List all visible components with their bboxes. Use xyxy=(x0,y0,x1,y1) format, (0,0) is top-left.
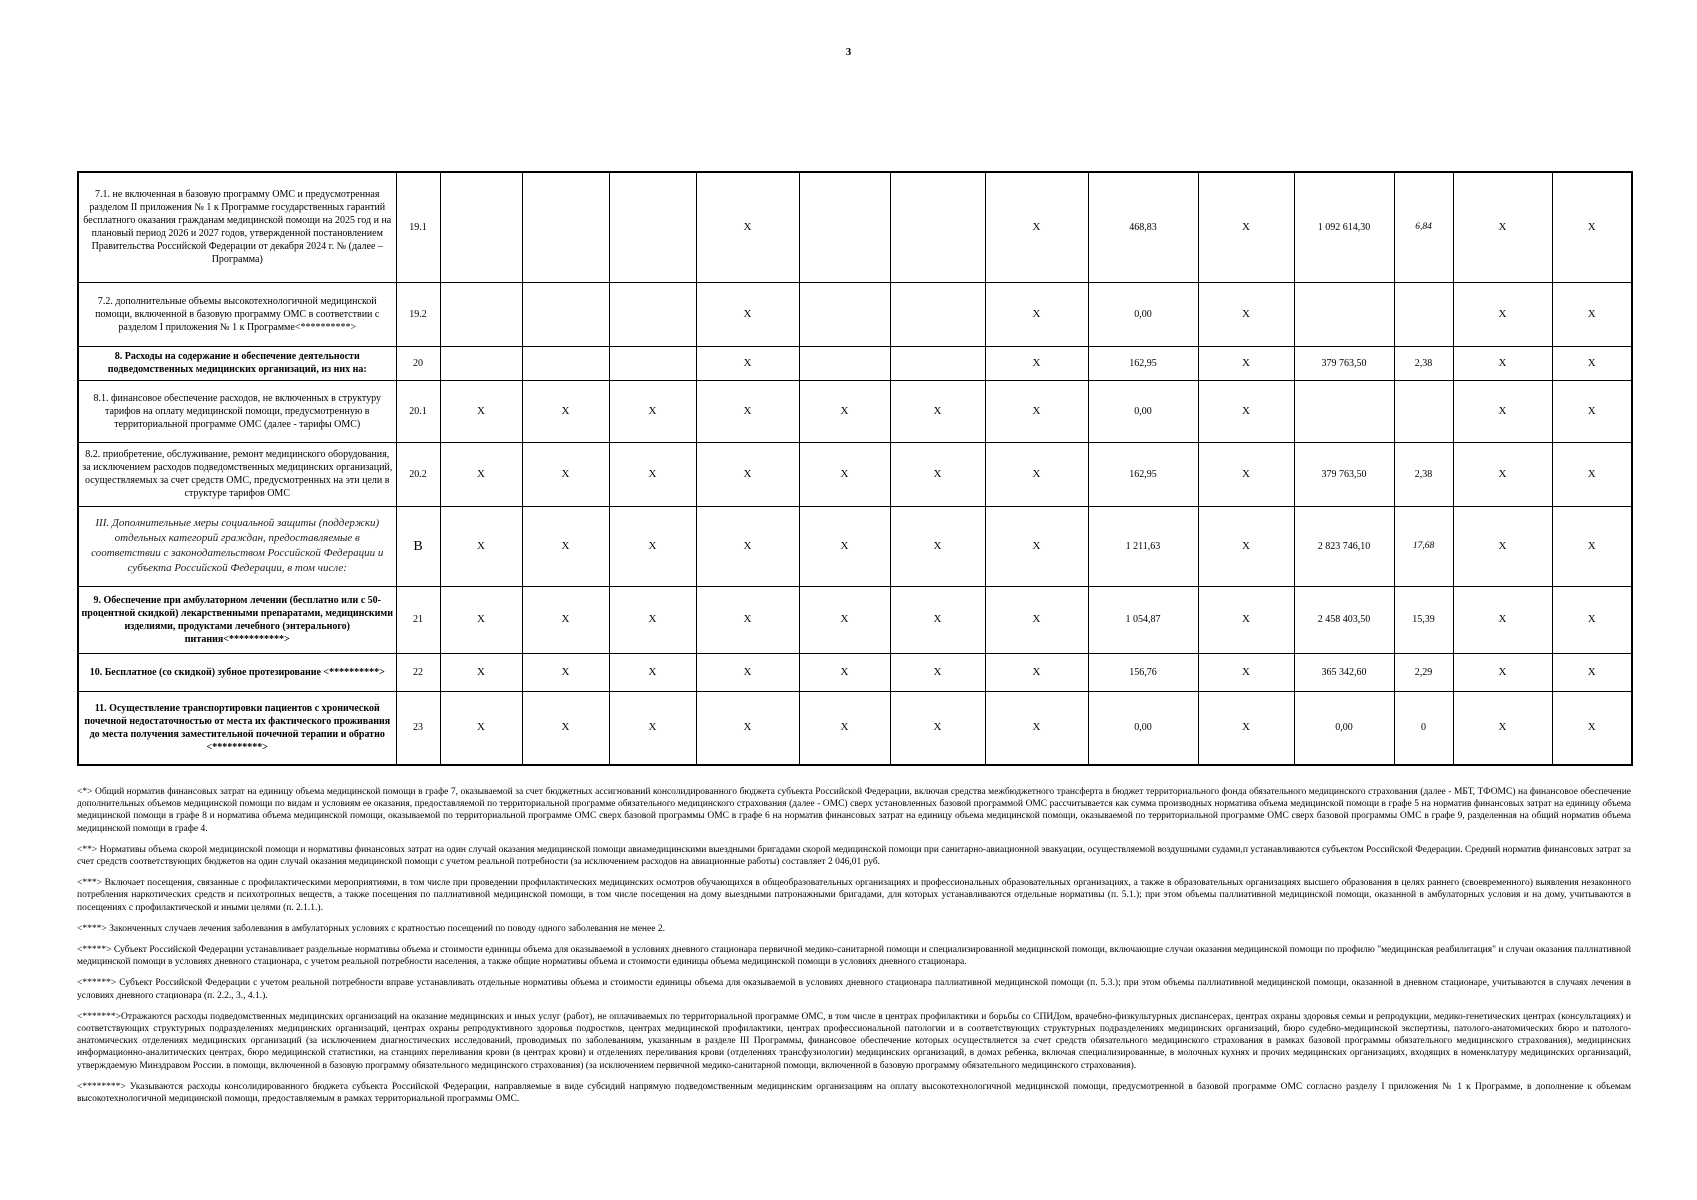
footnote: <*******>Отражаются расходы подведомственных медицинских организаций на оказание медицинских и иных услуг (работ), не оплачиваемых по территориальной программе ОМС, в том числе в центрах профилактики и борьбы со СПИДом, врачебно-физкультурных диспансерах, центрах охраны здоровья семьи и репродукции, медико-генетических центрах (консультациях) и соответствующих структурных подразделениях медицинских организаций, центрах охраны репродуктивного здоровья подростков, центрах медицинской профилактики, центрах профессиональной патологии и в соответствующих структурных подразделениях медицинских организаций, бюро судебно-медицинской экспертизы, патолого-анатомических бюро и патолого-анатомических отделениях медицинских организаций (за исключением диагностических исследований, проводимых по заболеваниям, указанным в разделе III Программы, финансовое обеспечение которых осуществляется за счет средств обязательного медицинского страхования в рамках базовой программы обязательного медицинского страхования), медицинских информационно-аналитических центрах, бюро медицинской статистики, на станциях переливания крови (в центрах крови) и отделениях переливания крови (отделениях трансфузиологии) медицинских организаций, в домах ребенка, включая специализированные, в молочных кухнях и прочих медицинских организациях, входящих в номенклатуру медицинских организаций, утверждаемую Минздравом России. в помощи, включенной в базовую программу обязательного медицинского страхования) (за исключением первичной медико-санитарной помощи, включенной в базовую программу обязательного медицинского страхования). xyxy=(77,1011,1631,1071)
footnotes xyxy=(77,786,1631,1114)
row-code: 22 xyxy=(396,653,440,691)
cell-col13: 0 xyxy=(1394,691,1453,765)
row-name: 7.2. дополнительные объемы высокотехнологичной медицинской помощи, включенной в базовую программу ОМС в соответствии с разделом I приложения № 1 к Программе<**********> xyxy=(78,282,396,346)
cell-col10: 0,00 xyxy=(1088,691,1198,765)
cell-col7 xyxy=(799,282,890,346)
cell-col8: X xyxy=(890,506,985,586)
cell-col12 xyxy=(1294,380,1394,442)
cell-col10: 468,83 xyxy=(1088,172,1198,282)
row-code: 19.2 xyxy=(396,282,440,346)
row-name: 7.1. не включенная в базовую программу ОМС и предусмотренная разделом II приложения № 1 к Программе государственных гарантий бесплатного оказания гражданам медицинской помощи на 2025 год и на плановый период 2026 и 2027 годов, утвержденной постановлением Правительства Российской Федерации от декабря 2024 г. № (далее – Программа) xyxy=(78,172,396,282)
cell-col5: X xyxy=(609,653,696,691)
cell-col3: X xyxy=(440,691,522,765)
cell-col15: X xyxy=(1552,380,1632,442)
cell-col3: X xyxy=(440,586,522,653)
cell-col5 xyxy=(609,172,696,282)
cell-col6: X xyxy=(696,172,799,282)
row-code: 20.1 xyxy=(396,380,440,442)
row-name: 8.1. финансовое обеспечение расходов, не включенных в структуру тарифов на оплату медицинской помощи, предусмотренную в территориальной программе ОМС (далее - тарифы ОМС) xyxy=(78,380,396,442)
cell-col6: X xyxy=(696,506,799,586)
cell-col12: 2 823 746,10 xyxy=(1294,506,1394,586)
cell-col14: X xyxy=(1453,506,1552,586)
cell-col4: X xyxy=(522,586,609,653)
cell-col15: X xyxy=(1552,653,1632,691)
row-code: 20.2 xyxy=(396,442,440,506)
cell-col9: X xyxy=(985,586,1088,653)
cell-col4: X xyxy=(522,380,609,442)
cell-col15: X xyxy=(1552,282,1632,346)
cell-col11: X xyxy=(1198,442,1294,506)
cell-col4: X xyxy=(522,442,609,506)
row-name: 8. Расходы на содержание и обеспечение деятельности подведомственных медицинских организаций, из них на: xyxy=(78,346,396,380)
cell-col12: 379 763,50 xyxy=(1294,442,1394,506)
footnote: <*> Общий норматив финансовых затрат на единицу объема медицинской помощи в графе 7, оказываемой за счет бюджетных ассигнований консолидированного бюджета субъекта Российской Федерации, включая средства межбюджетного трансферта в бюджет территориального фонда обязательного медицинского страхования (далее - МБТ, ТФОМС) на финансовое обеспечение дополнительных объемов медицинской помощи по видам и условиям ее оказания, предоставляемой по территориальной программе обязательного медицинского страхования (далее - ОМС) сверх установленных базовой программой ОМС рассчитывается как сумма производных норматива объема медицинской помощи в графе 5 на норматив финансовых затрат на единицу объема медицинской помощи в графе 8 и норматива объема медицинской помощи, оказываемой по территориальной программе ОМС сверх базовой программы ОМС в графе 6 на норматив финансовых затрат на единицу объема медицинской помощи, оказываемой по территориальной программе ОМС сверх базовой программы ОМС в графе 9, разделенная на общий норматив объема медицинской помощи в графе 4. xyxy=(77,787,1631,834)
cell-col6: X xyxy=(696,380,799,442)
cell-col10: 156,76 xyxy=(1088,653,1198,691)
cell-col15: X xyxy=(1552,442,1632,506)
cell-col10: 0,00 xyxy=(1088,282,1198,346)
cell-col13: 2,38 xyxy=(1394,442,1453,506)
cell-col14: X xyxy=(1453,586,1552,653)
cell-col8 xyxy=(890,346,985,380)
cell-col9: X xyxy=(985,172,1088,282)
cell-col11: X xyxy=(1198,282,1294,346)
cell-col14: X xyxy=(1453,653,1552,691)
cell-col3 xyxy=(440,346,522,380)
cell-col3: X xyxy=(440,506,522,586)
cell-col12: 0,00 xyxy=(1294,691,1394,765)
footnote: <******> Субъект Российской Федерации с учетом реальной потребности вправе устанавливать отдельные нормативы объема и стоимости единицы объема для оказываемой в условиях дневного стационара паллиативной медицинской помощи (п. 5.3.); при этом объемы паллиативной медицинской помощи, оказанной в дневном стационаре, учитываются в случаях лечения в условиях дневного стационара (п. 2.2., 3., 4.1.). xyxy=(77,978,1631,1001)
cell-col10: 162,95 xyxy=(1088,442,1198,506)
cell-col13 xyxy=(1394,380,1453,442)
cell-col7 xyxy=(799,172,890,282)
row-code: 23 xyxy=(396,691,440,765)
cell-col15: X xyxy=(1552,172,1632,282)
row-name: 10. Бесплатное (со скидкой) зубное протезирование <**********> xyxy=(78,653,396,691)
cell-col9: X xyxy=(985,282,1088,346)
page-number: 3 xyxy=(845,46,852,58)
cell-col6: X xyxy=(696,442,799,506)
cell-col9: X xyxy=(985,506,1088,586)
cell-col13: 2,38 xyxy=(1394,346,1453,380)
cell-col3 xyxy=(440,282,522,346)
cell-col13: 2,29 xyxy=(1394,653,1453,691)
cell-col11: X xyxy=(1198,172,1294,282)
row-code: В xyxy=(396,506,440,586)
cell-col8: X xyxy=(890,691,985,765)
cell-col14: X xyxy=(1453,346,1552,380)
table-row xyxy=(78,506,1632,586)
cell-col5: X xyxy=(609,691,696,765)
cell-col10: 0,00 xyxy=(1088,380,1198,442)
cell-col6: X xyxy=(696,282,799,346)
footnote: <********> Указываются расходы консолидированного бюджета субъекта Российской Федерации, направляемые в виде субсидий напрямую подведомственным медицинским организациям на оплату высокотехнологичной медицинской помощи, предусмотренной в базовой программе ОМС согласно разделу I приложения № 1 к Программе, в дополнение к объемам высокотехнологичной медицинской помощи, предоставляемым в рамках территориальной программы ОМС. xyxy=(77,1081,1631,1105)
cell-col3 xyxy=(440,172,522,282)
financial-norms-table xyxy=(77,171,1633,766)
cell-col3: X xyxy=(440,442,522,506)
table-row xyxy=(78,282,1632,346)
table-row xyxy=(78,380,1632,442)
cell-col6: X xyxy=(696,653,799,691)
cell-col10: 1 211,63 xyxy=(1088,506,1198,586)
cell-col12: 365 342,60 xyxy=(1294,653,1394,691)
cell-col12: 2 458 403,50 xyxy=(1294,586,1394,653)
cell-col9: X xyxy=(985,653,1088,691)
cell-col7: X xyxy=(799,442,890,506)
cell-col11: X xyxy=(1198,380,1294,442)
cell-col14: X xyxy=(1453,380,1552,442)
cell-col14: X xyxy=(1453,172,1552,282)
cell-col11: X xyxy=(1198,346,1294,380)
cell-col4: X xyxy=(522,653,609,691)
cell-col9: X xyxy=(985,346,1088,380)
cell-col5: X xyxy=(609,506,696,586)
table-row xyxy=(78,586,1632,653)
cell-col7: X xyxy=(799,380,890,442)
cell-col8 xyxy=(890,282,985,346)
cell-col5 xyxy=(609,282,696,346)
cell-col13: 17,68 xyxy=(1394,506,1453,586)
cell-col14: X xyxy=(1453,442,1552,506)
cell-col3: X xyxy=(440,380,522,442)
cell-col4 xyxy=(522,282,609,346)
cell-col11: X xyxy=(1198,506,1294,586)
table-row xyxy=(78,346,1632,380)
cell-col4: X xyxy=(522,506,609,586)
table-row xyxy=(78,653,1632,691)
cell-col4 xyxy=(522,172,609,282)
cell-col6: X xyxy=(696,346,799,380)
row-name: 11. Осуществление транспортировки пациентов с хронической почечной недостаточностью от места их фактического проживания до места получения заместительной почечной терапии и обратно <**********> xyxy=(78,691,396,765)
cell-col15: X xyxy=(1552,346,1632,380)
footnote: <**> Нормативы объема скорой медицинской помощи и нормативы финансовых затрат на один случай оказания медицинской помощи авиамедицинскими выездными бригадами скорой медицинской помощи при санитарно-авиационной эвакуации, осуществляемой воздушными судами,п устанавливаются субъектом Российской Федерации. Средний норматив финансовых затрат за счет средств соответствующих бюджетов на один случай оказания медицинской помощи с учетом реальной потребности (за исключением расходов на авиационные работы) составляет 2 046,01 руб. xyxy=(77,844,1631,868)
cell-col5: X xyxy=(609,380,696,442)
cell-col13: 6,84 xyxy=(1394,172,1453,282)
row-code: 20 xyxy=(396,346,440,380)
cell-col7 xyxy=(799,346,890,380)
cell-col5 xyxy=(609,346,696,380)
row-name: 8.2. приобретение, обслуживание, ремонт медицинского оборудования, за исключением расходов подведомственных медицинских организаций, осуществляемых за счет средств ОМС, предусмотренных на эти цели в структуре тарифов ОМС xyxy=(78,442,396,506)
table-row xyxy=(78,172,1632,282)
table-row xyxy=(78,691,1632,765)
cell-col8: X xyxy=(890,380,985,442)
cell-col6: X xyxy=(696,586,799,653)
cell-col7: X xyxy=(799,653,890,691)
cell-col8: X xyxy=(890,653,985,691)
cell-col5: X xyxy=(609,586,696,653)
cell-col15: X xyxy=(1552,691,1632,765)
row-name: 9. Обеспечение при амбулаторном лечении (бесплатно или с 50-процентной скидкой) лекарственными препаратами, медицинскими изделиями, продуктами лечебного (энтерального) питания<***********> xyxy=(78,586,396,653)
cell-col12: 379 763,50 xyxy=(1294,346,1394,380)
cell-col15: X xyxy=(1552,586,1632,653)
cell-col10: 1 054,87 xyxy=(1088,586,1198,653)
cell-col8 xyxy=(890,172,985,282)
cell-col12 xyxy=(1294,282,1394,346)
cell-col6: X xyxy=(696,691,799,765)
row-code: 21 xyxy=(396,586,440,653)
cell-col7: X xyxy=(799,506,890,586)
footnote: <*****> Субъект Российской Федерации устанавливает раздельные нормативы объема и стоимости единицы объема для оказываемой в условиях дневного стационара первичной медико-санитарной помощи и специализированной медицинской помощи, включающие случаи оказания медицинской помощи по профилю "медицинская реабилитация" и случаи оказания паллиативной медицинской помощи в условиях дневного стационара, с учетом реальной потребности населения, а также общие нормативы объема и стоимости единицы объема медицинской помощи в условиях дневного стационара. xyxy=(77,945,1631,968)
cell-col14: X xyxy=(1453,282,1552,346)
cell-col11: X xyxy=(1198,653,1294,691)
cell-col7: X xyxy=(799,691,890,765)
cell-col3: X xyxy=(440,653,522,691)
row-name: III. Дополнительные меры социальной защиты (поддержки) отдельных категорий граждан, предоставляемые в соответствии с законодательством Российской Федерации и субъекта Российской Федерации, в том числе: xyxy=(78,506,396,586)
cell-col9: X xyxy=(985,380,1088,442)
cell-col12: 1 092 614,30 xyxy=(1294,172,1394,282)
row-code: 19.1 xyxy=(396,172,440,282)
cell-col13 xyxy=(1394,282,1453,346)
cell-col11: X xyxy=(1198,586,1294,653)
cell-col11: X xyxy=(1198,691,1294,765)
table-row xyxy=(78,442,1632,506)
cell-col9: X xyxy=(985,442,1088,506)
cell-col4 xyxy=(522,346,609,380)
cell-col4: X xyxy=(522,691,609,765)
cell-col15: X xyxy=(1552,506,1632,586)
cell-col8: X xyxy=(890,586,985,653)
cell-col10: 162,95 xyxy=(1088,346,1198,380)
cell-col5: X xyxy=(609,442,696,506)
footnote: <****> Законченных случаев лечения заболевания в амбулаторных условиях с кратностью посещений по поводу одного заболевания не менее 2. xyxy=(77,923,665,934)
table-body xyxy=(78,172,1632,765)
cell-col8: X xyxy=(890,442,985,506)
cell-col14: X xyxy=(1453,691,1552,765)
cell-col7: X xyxy=(799,586,890,653)
cell-col9: X xyxy=(985,691,1088,765)
footnote: <***> Включает посещения, связанные с профилактическими мероприятиями, в том числе при проведении профилактических медицинских осмотров обучающихся в общеобразовательных организациях и профессиональных образовательных организациях, а также в образовательных организациях высшего образования в целях раннего (своевременного) выявления незаконного потребления наркотических средств и психотропных веществ, а также посещения по паллиативной медицинской помощи, в том числе посещения на дому выездными патронажными бригадами, для которых устанавливаются отдельные нормативы (п. 5.1.); при этом объемы паллиативной медицинской помощи, оказанной в амбулаторных условия и на дому, учитываются в посещениях с профилактической и иными целями (п. 2.1.1.). xyxy=(77,878,1631,913)
cell-col13: 15,39 xyxy=(1394,586,1453,653)
